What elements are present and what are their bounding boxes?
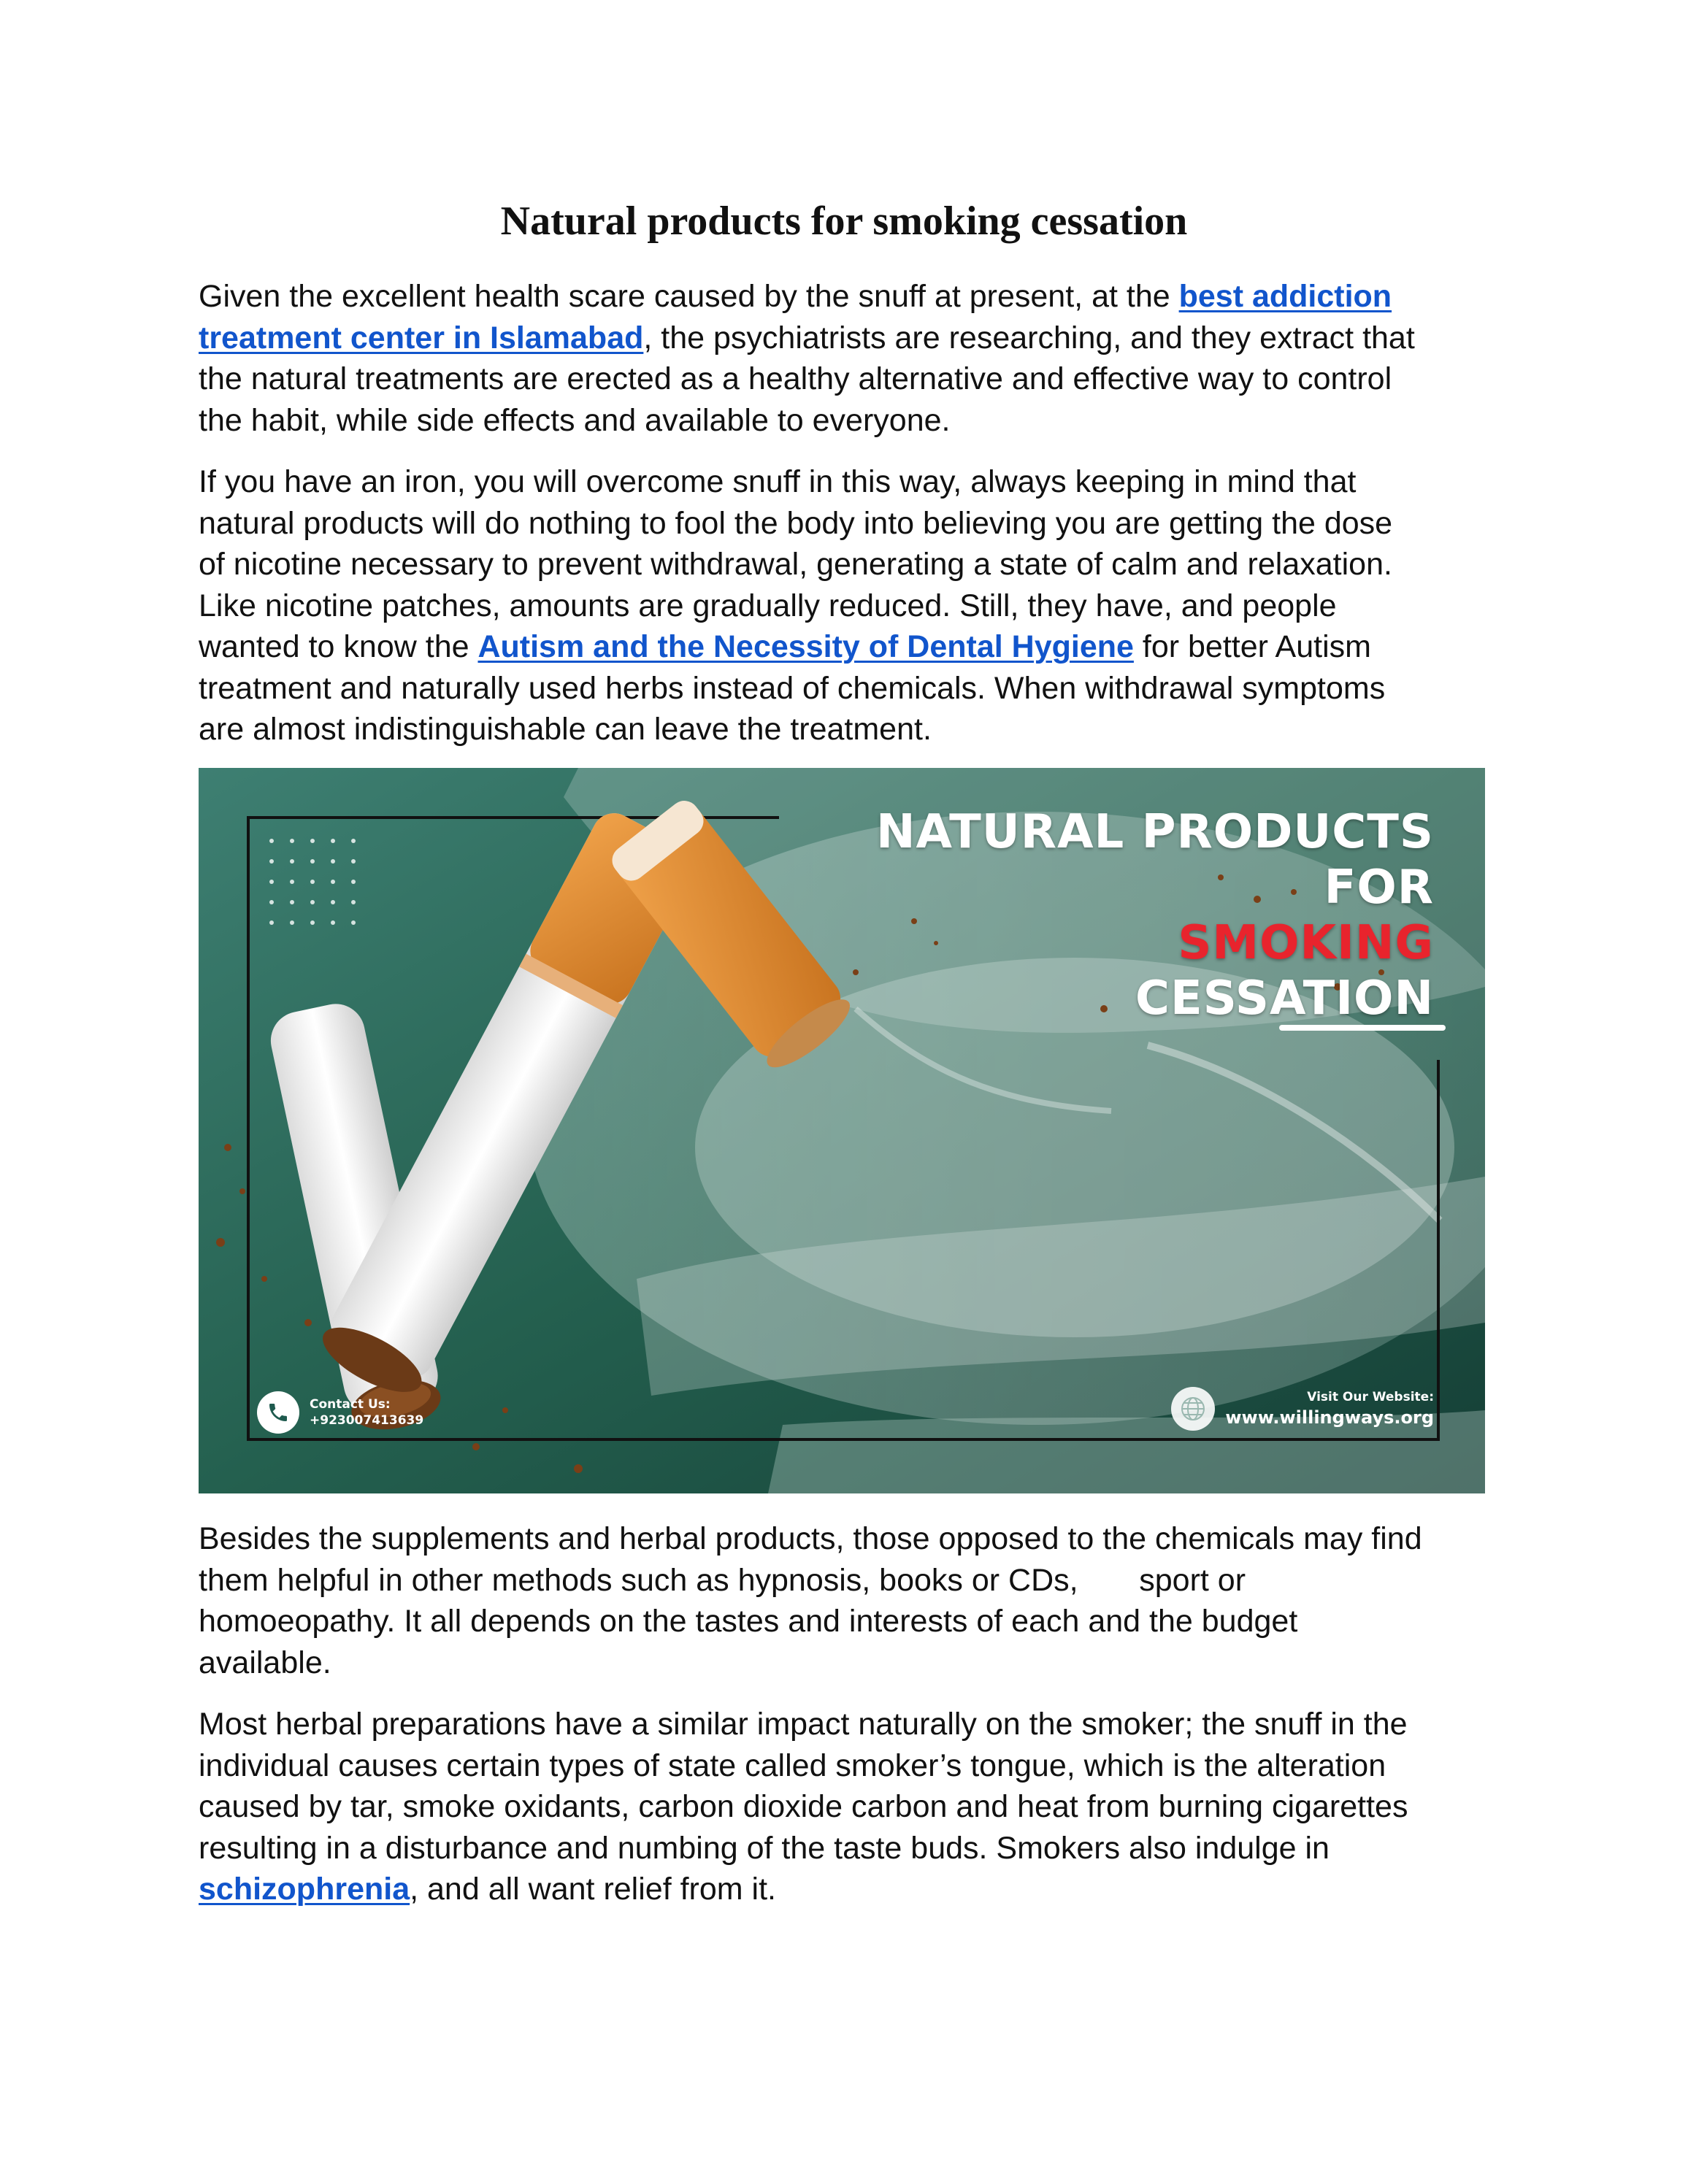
contact-block xyxy=(257,1391,423,1434)
paragraph-line: Besides the supplements and herbal products, those opposed to the chemicals may find xyxy=(199,1521,1422,1556)
paragraph-line: the habit, while side effects and available to everyone. xyxy=(199,402,951,438)
link-best-addiction-treatment[interactable]: best addiction xyxy=(1178,279,1392,314)
paragraph-line: homoeopathy. It all depends on the tastes and interests of each and the budget xyxy=(199,1604,1298,1639)
paragraph-line: If you have an iron, you will overcome snuff in this way, always keeping in mind that xyxy=(199,464,1357,499)
website-url: www.willingways.org xyxy=(1225,1407,1434,1428)
headline-line xyxy=(876,860,1434,971)
website-text xyxy=(1225,1388,1434,1429)
paragraph-intro xyxy=(199,276,1513,441)
paragraph-line: are almost indistinguishable can leave the treatment. xyxy=(199,712,932,747)
paragraph-line xyxy=(199,276,1513,318)
paragraph-line: caused by tar, smoke oxidants, carbon dioxide carbon and heat from burning cigarettes xyxy=(199,1789,1408,1824)
website-block xyxy=(1171,1387,1434,1431)
phone-icon xyxy=(257,1391,299,1434)
globe-icon xyxy=(1171,1387,1215,1431)
text-run: for better Autism xyxy=(1133,629,1371,664)
banner-headline xyxy=(876,804,1434,1026)
paragraph-line: Most herbal preparations have a similar impact naturally on the smoker; the snuff in the xyxy=(199,1707,1408,1742)
website-label: Visit Our Website: xyxy=(1307,1390,1434,1404)
text-run: , the psychiatrists are researching, and they extract that xyxy=(643,320,1415,355)
paragraph-natural-products xyxy=(199,461,1513,750)
text-run: Given the excellent health scare caused by the snuff at present, at the xyxy=(199,279,1179,314)
headline-line: CESSATION xyxy=(1135,972,1434,1026)
paragraph-line: available. xyxy=(199,1645,331,1680)
contact-text xyxy=(310,1396,423,1429)
paragraph-line xyxy=(199,1869,1513,1910)
paragraph-line: them helpful in other methods such as hypnosis, books or CDs, sport or xyxy=(199,1562,1246,1598)
paragraph-line: resulting in a disturbance and numbing of the taste buds. Smokers also indulge in xyxy=(199,1830,1330,1866)
paragraph-herbal-preparations xyxy=(199,1704,1513,1910)
paragraph-line xyxy=(199,318,1513,359)
paragraph-line: of nicotine necessary to prevent withdrawal, generating a state of calm and relaxation. xyxy=(199,547,1392,582)
paragraph-line: Like nicotine patches, amounts are gradually reduced. Still, they have, and people xyxy=(199,588,1337,623)
banner-image xyxy=(199,768,1485,1493)
text-run: , and all want relief from it. xyxy=(410,1872,776,1907)
contact-phone: +923007413639 xyxy=(310,1413,424,1428)
paragraph-line: natural products will do nothing to fool the body into believing you are getting the dose xyxy=(199,505,1393,541)
link-autism-dental-hygiene[interactable]: Autism and the Necessity of Dental Hygiene xyxy=(477,629,1134,664)
paragraph-line xyxy=(199,626,1513,668)
text-run: wanted to know the xyxy=(199,629,478,664)
headline-accent: SMOKING xyxy=(1178,916,1434,970)
paragraph-line: the natural treatments are erected as a healthy alternative and effective way to control xyxy=(199,361,1392,396)
paragraph-methods xyxy=(199,1518,1513,1683)
paragraph-line: individual causes certain types of state called smoker’s tongue, which is the alteration xyxy=(199,1747,1386,1783)
contact-label: Contact Us: xyxy=(310,1397,391,1412)
headline-line: NATURAL PRODUCTS xyxy=(875,805,1434,859)
paragraph-line: treatment and naturally used herbs instead of chemicals. When withdrawal symptoms xyxy=(199,670,1386,706)
document-title: Natural products for smoking cessation xyxy=(500,199,1188,244)
link-treatment-center-islamabad[interactable]: treatment center in Islamabad xyxy=(199,320,644,355)
link-schizophrenia[interactable]: schizophrenia xyxy=(199,1872,410,1907)
headline-text: FOR xyxy=(1324,861,1434,915)
